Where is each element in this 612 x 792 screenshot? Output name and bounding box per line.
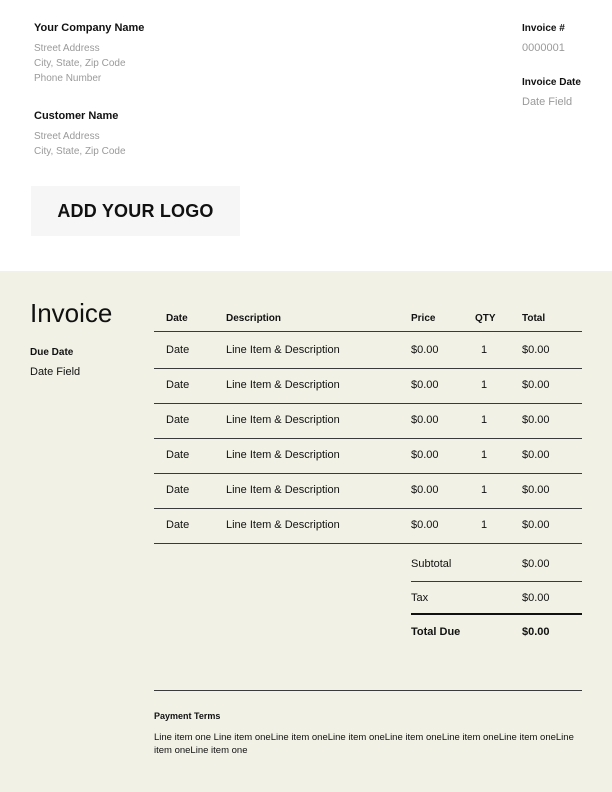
due-date-label: Due Date bbox=[30, 347, 74, 358]
row-qty: 1 bbox=[481, 414, 488, 426]
row-total: $0.00 bbox=[522, 344, 550, 356]
subtotal-rule bbox=[411, 581, 582, 582]
row-date: Date bbox=[166, 519, 190, 531]
customer-city: City, State, Zip Code bbox=[34, 146, 126, 157]
header-total: Total bbox=[522, 313, 546, 324]
row-date: Date bbox=[166, 484, 190, 496]
row-price: $0.00 bbox=[411, 484, 439, 496]
company-street: Street Address bbox=[34, 43, 100, 54]
row-qty: 1 bbox=[481, 519, 488, 531]
tax-value: $0.00 bbox=[522, 592, 550, 604]
row-total: $0.00 bbox=[522, 484, 550, 496]
row-price: $0.00 bbox=[411, 379, 439, 391]
due-date-value: Date Field bbox=[30, 366, 81, 378]
subtotal-value: $0.00 bbox=[522, 558, 550, 570]
row-description: Line Item & Description bbox=[226, 344, 340, 356]
row-total: $0.00 bbox=[522, 449, 550, 461]
header-description: Description bbox=[226, 313, 282, 324]
row-total: $0.00 bbox=[522, 414, 550, 426]
invoice-number-label: Invoice # bbox=[522, 23, 565, 34]
row-price: $0.00 bbox=[411, 519, 439, 531]
total-due-value: $0.00 bbox=[522, 626, 550, 638]
row-description: Line Item & Description bbox=[226, 379, 340, 391]
row-description: Line Item & Description bbox=[226, 484, 340, 496]
company-name: Your Company Name bbox=[34, 22, 145, 34]
invoice-date-label: Invoice Date bbox=[522, 77, 581, 88]
row-divider bbox=[154, 438, 582, 439]
total-due-label: Total Due bbox=[411, 626, 461, 638]
customer-name: Customer Name bbox=[34, 110, 119, 122]
payment-terms-title: Payment Terms bbox=[154, 711, 221, 721]
header-qty: QTY bbox=[475, 313, 496, 324]
row-qty: 1 bbox=[481, 379, 488, 391]
header-price: Price bbox=[411, 313, 436, 324]
row-divider bbox=[154, 508, 582, 509]
row-qty: 1 bbox=[481, 344, 488, 356]
row-date: Date bbox=[166, 414, 190, 426]
row-description: Line Item & Description bbox=[226, 449, 340, 461]
row-qty: 1 bbox=[481, 449, 488, 461]
row-total: $0.00 bbox=[522, 379, 550, 391]
invoice-title: Invoice bbox=[30, 298, 113, 328]
invoice-date-value: Date Field bbox=[522, 96, 573, 108]
payment-terms-text: Line item one Line item oneLine item oneLine item oneLine item oneLine item oneLine item oneLine item oneLine item one bbox=[154, 732, 574, 756]
row-date: Date bbox=[166, 449, 190, 461]
row-divider bbox=[154, 403, 582, 404]
row-date: Date bbox=[166, 344, 190, 356]
row-date: Date bbox=[166, 379, 190, 391]
row-divider bbox=[154, 473, 582, 474]
row-divider bbox=[154, 368, 582, 369]
invoice-number-value: 0000001 bbox=[522, 42, 565, 54]
logo-placeholder: ADD YOUR LOGO bbox=[31, 186, 240, 236]
row-price: $0.00 bbox=[411, 344, 439, 356]
customer-street: Street Address bbox=[34, 131, 100, 142]
tax-rule bbox=[411, 613, 582, 615]
table-bottom-rule bbox=[154, 543, 582, 544]
company-city: City, State, Zip Code bbox=[34, 58, 126, 69]
row-description: Line Item & Description bbox=[226, 414, 340, 426]
row-price: $0.00 bbox=[411, 414, 439, 426]
row-total: $0.00 bbox=[522, 519, 550, 531]
header-date: Date bbox=[166, 313, 188, 324]
row-qty: 1 bbox=[481, 484, 488, 496]
company-phone: Phone Number bbox=[34, 73, 102, 84]
payment-terms-rule bbox=[154, 690, 582, 691]
subtotal-label: Subtotal bbox=[411, 558, 452, 570]
header-rule bbox=[154, 331, 582, 332]
tax-label: Tax bbox=[411, 592, 429, 604]
row-description: Line Item & Description bbox=[226, 519, 340, 531]
row-price: $0.00 bbox=[411, 449, 439, 461]
